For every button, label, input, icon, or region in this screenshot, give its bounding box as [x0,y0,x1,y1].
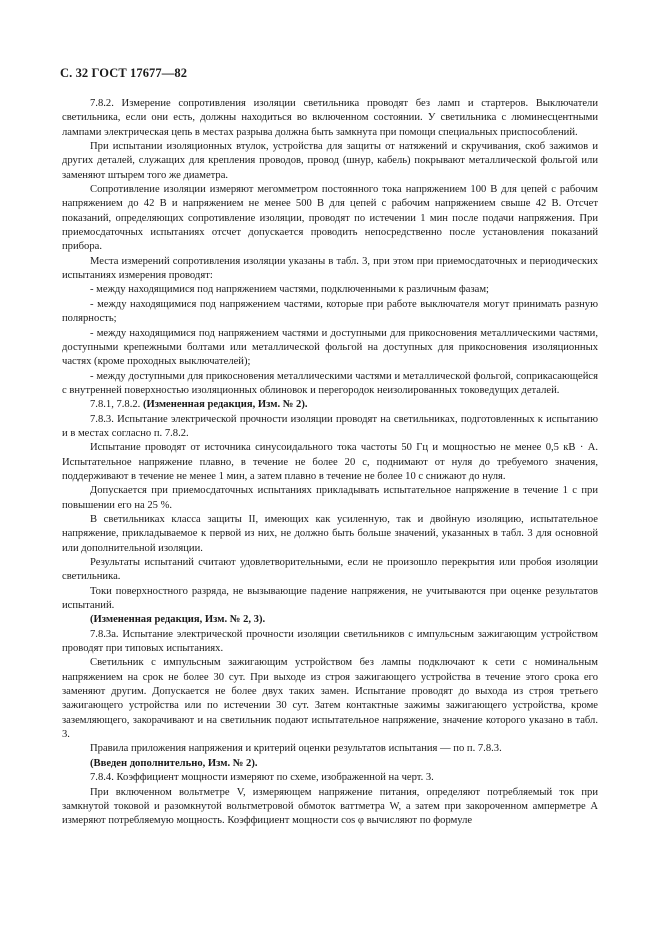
list-item: - между находящимися под напряжением частями и доступными для прикосновения металлическими частями, доступными крепежными болтами или металлической фольгой на доступных для прикосновения изоляционных частях (кроме проходных выключателей); [62,327,598,368]
page-header: С. 32 ГОСТ 17677—82 [60,66,188,80]
clause-refs: 7.8.1, 7.8.2. [90,399,143,411]
paragraph: Светильник с импульсным зажигающим устройством без лампы подключают к сети с номинальным напряжением на срок не более 30 сут. При выходе из строя зажигающего устройства в течение этого срока его заменяют другим. Допускается не более двух таких замен. Испытание проводят до выхода из строя третьего зажигающего устройства или по истечении 30 сут. Затем контактные зажимы зажигающего устройства, кроме заземляющего, закорачивают и на светильник подают испытательное напряжение, значение которого указано в табл. 3. [62,657,598,741]
revision-note: (Введен дополнительно, Изм. № 2). [90,757,258,769]
paragraph: При включенном вольтметре V, измеряющем напряжение питания, определяют потребляемый ток при замкнутой токовой и разомкнутой вольтметровой обмоток ваттметра W, а затем при закороченном амперметре A измеряют потребляемую мощность. Коэффициент мощности cos φ вычисляют по формуле [62,786,598,827]
list-item: - между находящимися под напряжением частями, подключенными к различным фазам; [90,284,489,296]
paragraph: Испытание проводят от источника синусоидального тока частоты 50 Гц и мощностью не менее 0,5 кВ · А. Испытательное напряжение плавно, в течение не более 20 с, поднимают от нуля до требуемого значения, поддерживают в течение не менее 1 мин, а затем плавно в течение не более 10 с снижают до нуля. [62,442,598,482]
paragraph: В светильниках класса защиты II, имеющих как усиленную, так и двойную изоляцию, испытательное напряжение, прикладываемое к первой из них, не должно быть больше значений, указанных в табл. 3 для основной или дополнительной изоляции. [62,513,598,554]
revision-label: (Измененная редакция, Изм. № 2). [142,399,308,411]
document-body [62,97,598,829]
paragraph: Результаты испытаний считают удовлетворительными, если не произошло перекрытия или пробоя изоляции светильника. [62,557,598,583]
paragraph: Сопротивление изоляции измеряют мегомметром постоянного тока напряжением 100 В для цепей с рабочим напряжением до 42 В и напряжением не менее 500 В для цепей с рабочим напряжением свыше 42 В. Отсчет показаний, определяющих сопротивление изоляции, проводят по истечении 1 мин после подачи напряжения. При приемосдаточных испытаниях отсчет допускается проводить непосредственно после установления показаний прибора. [62,184,598,253]
paragraph: Допускается при приемосдаточных испытаниях прикладывать испытательное напряжение в течение 1 с при повышении его на 25 %. [62,485,598,511]
paragraph: Места измерений сопротивления изоляции указаны в табл. 3, при этом при приемосдаточных и периодических испытаниях измерения проводят: [62,255,598,282]
paragraph: Токи поверхностного разряда, не вызывающие падение напряжения, не учитываются при оценке результатов испытаний. [62,585,598,612]
paragraph: 7.8.4. Коэффициент мощности измеряют по схеме, изображенной на черт. 3. [90,772,434,784]
paragraph: 7.8.2. Измерение сопротивления изоляции светильника проводят без ламп и стартеров. Выключатели светильника, если они есть, должны находиться во включенном состоянии. У светильника с люминесцентными лампами электрическая цепь в местах разрыва должна быть замкнута при помощи специальных приспособлений. [62,98,598,138]
paragraph: Правила приложения напряжения и критерий оценки результатов испытания — по п. 7.8.3. [90,743,502,755]
paragraph: 7.8.3а. Испытание электрической прочности изоляции светильников с импульсным зажигающим устройством проводят при типовых испытаниях. [62,628,598,655]
list-item: - между доступными для прикосновения металлическими частями и металлической фольгой, соприкасающейся с внутренней поверхностью изоляционных облиновок и перегородок неизолированных токоведущих деталей. [62,370,598,396]
paragraph: 7.8.3. Испытание электрической прочности изоляции проводят на светильниках, подготовленных к испытанию и в местах согласно п. 7.8.2. [62,413,598,439]
paragraph: При испытании изоляционных втулок, устройства для защиты от натяжений и скручивания, скоб зажимов и других деталей, служащих для крепления проводов, провод (шнур, кабель) покрывают металлической фольгой или заменяют штырем того же диаметра. [62,141,598,181]
revision-note: (Измененная редакция, Изм. № 2, 3). [90,614,266,626]
revision-note [62,398,598,412]
list-item: - между находящимися под напряжением частями, которые при работе выключателя могут принимать разную полярность; [62,298,598,325]
